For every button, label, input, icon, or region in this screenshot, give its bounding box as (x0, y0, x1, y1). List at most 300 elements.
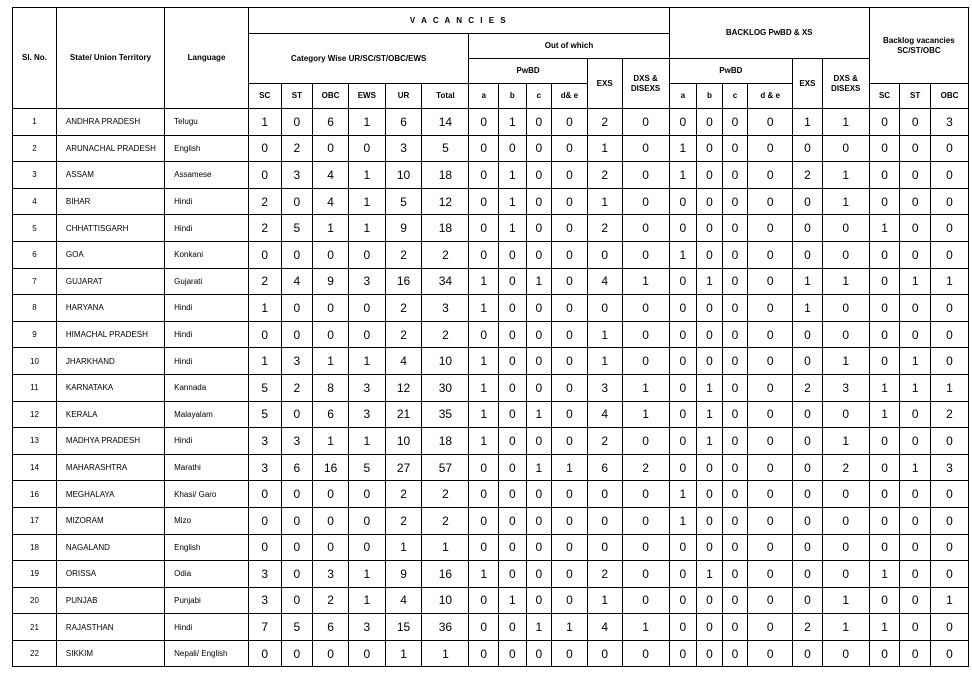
value-cell: 0 (869, 348, 900, 375)
state-cell: KERALA (56, 401, 164, 428)
value-cell: 0 (697, 534, 723, 561)
table-row (13, 401, 969, 428)
value-cell: 0 (722, 374, 748, 401)
value-cell: 0 (469, 109, 499, 136)
state-cell: NAGALAND (56, 534, 164, 561)
value-cell: 3 (248, 454, 281, 481)
state-header: State/ Union Territory (56, 8, 164, 109)
value-cell: 0 (748, 587, 793, 614)
value-cell: 1 (348, 162, 385, 189)
value-cell: 2 (587, 428, 622, 455)
value-cell: 6 (385, 109, 422, 136)
value-cell: 1 (587, 587, 622, 614)
col-backlog-c-header: c (722, 84, 748, 109)
value-cell: 0 (348, 534, 385, 561)
table-row (13, 640, 969, 667)
value-cell: 9 (313, 268, 349, 295)
value-cell: 0 (900, 401, 931, 428)
value-cell: 2 (930, 401, 968, 428)
value-cell: 1 (622, 401, 669, 428)
value-cell: 0 (552, 374, 588, 401)
value-cell: 1 (900, 454, 931, 481)
state-cell: ASSAM (56, 162, 164, 189)
value-cell: 0 (248, 321, 281, 348)
value-cell: 0 (669, 348, 697, 375)
value-cell: 1 (499, 162, 527, 189)
value-cell: 0 (869, 295, 900, 322)
value-cell: 0 (930, 561, 968, 588)
value-cell: 2 (793, 614, 823, 641)
value-cell: 0 (793, 481, 823, 508)
value-cell: 1 (900, 348, 931, 375)
value-cell: 0 (748, 454, 793, 481)
pwbd-header: PwBD (469, 59, 587, 84)
value-cell: 0 (748, 561, 793, 588)
value-cell: 0 (748, 614, 793, 641)
value-cell: 0 (722, 135, 748, 162)
value-cell: 0 (669, 640, 697, 667)
value-cell: 0 (552, 109, 588, 136)
value-cell: 3 (248, 587, 281, 614)
value-cell: 1 (822, 268, 869, 295)
value-cell: 0 (722, 454, 748, 481)
value-cell: 18 (422, 428, 469, 455)
value-cell: 1 (248, 109, 281, 136)
sl-no-header: Sl. No. (13, 8, 57, 109)
col-backlog-sc-header: SC (869, 84, 900, 109)
value-cell: 0 (669, 428, 697, 455)
value-cell: 1 (869, 374, 900, 401)
language-cell: Hindi (165, 348, 249, 375)
language-cell: Hindi (165, 428, 249, 455)
value-cell: 1 (622, 268, 669, 295)
value-cell: 0 (722, 640, 748, 667)
value-cell: 0 (622, 162, 669, 189)
value-cell: 0 (587, 295, 622, 322)
backlog-pwbd-xs-header: BACKLOG PwBD & XS (669, 8, 869, 59)
state-cell: SIKKIM (56, 640, 164, 667)
value-cell: 0 (697, 454, 723, 481)
sl-no-cell: 20 (13, 587, 57, 614)
value-cell: 3 (385, 135, 422, 162)
value-cell: 0 (697, 321, 723, 348)
value-cell: 0 (313, 481, 349, 508)
value-cell: 10 (385, 428, 422, 455)
value-cell: 1 (697, 268, 723, 295)
table-row (13, 481, 969, 508)
value-cell: 0 (793, 348, 823, 375)
value-cell: 0 (669, 295, 697, 322)
value-cell: 0 (822, 215, 869, 242)
value-cell: 7 (248, 614, 281, 641)
table-row (13, 561, 969, 588)
value-cell: 0 (722, 507, 748, 534)
value-cell: 4 (313, 162, 349, 189)
value-cell: 0 (499, 348, 527, 375)
value-cell: 0 (552, 321, 588, 348)
value-cell: 1 (469, 295, 499, 322)
sl-no-cell: 12 (13, 401, 57, 428)
value-cell: 1 (869, 561, 900, 588)
value-cell: 0 (622, 640, 669, 667)
value-cell: 0 (499, 614, 527, 641)
value-cell: 0 (722, 348, 748, 375)
value-cell: 1 (869, 215, 900, 242)
backlog-exs-header: EXS (793, 59, 823, 109)
value-cell: 0 (900, 534, 931, 561)
vacancy-table-container (12, 7, 969, 667)
value-cell: 0 (248, 135, 281, 162)
sl-no-cell: 4 (13, 188, 57, 215)
col-ews-header: EWS (348, 84, 385, 109)
value-cell: 0 (748, 162, 793, 189)
language-cell: Nepali/ English (165, 640, 249, 667)
state-cell: RAJASTHAN (56, 614, 164, 641)
sl-no-cell: 9 (13, 321, 57, 348)
value-cell: 0 (552, 640, 588, 667)
language-cell: Punjabi (165, 587, 249, 614)
value-cell: 0 (281, 507, 313, 534)
value-cell: 0 (622, 428, 669, 455)
out-of-which-header: Out of which (469, 34, 669, 59)
value-cell: 1 (697, 401, 723, 428)
value-cell: 3 (348, 374, 385, 401)
value-cell: 0 (748, 188, 793, 215)
sl-no-cell: 10 (13, 348, 57, 375)
value-cell: 0 (722, 215, 748, 242)
value-cell: 0 (622, 348, 669, 375)
value-cell: 0 (793, 561, 823, 588)
col-backlog-de-header: d & e (748, 84, 793, 109)
value-cell: 6 (313, 109, 349, 136)
value-cell: 57 (422, 454, 469, 481)
language-cell: Assamese (165, 162, 249, 189)
value-cell: 0 (248, 640, 281, 667)
value-cell: 0 (748, 241, 793, 268)
table-row (13, 241, 969, 268)
value-cell: 0 (248, 162, 281, 189)
value-cell: 0 (930, 507, 968, 534)
state-cell: JHARKHAND (56, 348, 164, 375)
value-cell: 1 (869, 401, 900, 428)
value-cell: 0 (900, 614, 931, 641)
value-cell: 0 (900, 561, 931, 588)
value-cell: 0 (669, 454, 697, 481)
value-cell: 0 (469, 321, 499, 348)
value-cell: 4 (385, 587, 422, 614)
value-cell: 0 (697, 507, 723, 534)
language-cell: Mizo (165, 507, 249, 534)
value-cell: 0 (499, 561, 527, 588)
table-row (13, 614, 969, 641)
value-cell: 0 (669, 534, 697, 561)
value-cell: 2 (248, 215, 281, 242)
value-cell: 0 (722, 428, 748, 455)
value-cell: 3 (248, 428, 281, 455)
table-row (13, 534, 969, 561)
col-pwbd-de-header: d& e (552, 84, 588, 109)
value-cell: 0 (348, 241, 385, 268)
language-cell: Marathi (165, 454, 249, 481)
value-cell: 0 (552, 401, 588, 428)
value-cell: 0 (622, 295, 669, 322)
value-cell: 0 (248, 534, 281, 561)
value-cell: 0 (313, 135, 349, 162)
value-cell: 0 (722, 241, 748, 268)
value-cell: 0 (469, 614, 499, 641)
value-cell: 0 (869, 587, 900, 614)
value-cell: 0 (552, 268, 588, 295)
value-cell: 0 (499, 640, 527, 667)
value-cell: 1 (469, 374, 499, 401)
value-cell: 0 (697, 614, 723, 641)
value-cell: 0 (869, 135, 900, 162)
value-cell: 3 (348, 614, 385, 641)
value-cell: 0 (526, 321, 552, 348)
value-cell: 0 (622, 534, 669, 561)
value-cell: 1 (697, 561, 723, 588)
value-cell: 0 (499, 374, 527, 401)
value-cell: 0 (697, 295, 723, 322)
value-cell: 0 (526, 587, 552, 614)
value-cell: 0 (930, 640, 968, 667)
value-cell: 0 (622, 507, 669, 534)
value-cell: 0 (748, 109, 793, 136)
value-cell: 0 (499, 135, 527, 162)
table-row (13, 109, 969, 136)
value-cell: 34 (422, 268, 469, 295)
value-cell: 9 (385, 215, 422, 242)
value-cell: 1 (587, 348, 622, 375)
value-cell: 0 (722, 481, 748, 508)
language-cell: Odia (165, 561, 249, 588)
value-cell: 0 (900, 215, 931, 242)
value-cell: 1 (822, 614, 869, 641)
value-cell: 0 (748, 268, 793, 295)
value-cell: 0 (793, 241, 823, 268)
value-cell: 0 (526, 428, 552, 455)
value-cell: 0 (793, 188, 823, 215)
value-cell: 3 (587, 374, 622, 401)
value-cell: 0 (748, 401, 793, 428)
value-cell: 0 (622, 135, 669, 162)
value-cell: 2 (587, 162, 622, 189)
value-cell: 2 (793, 162, 823, 189)
col-backlog-b-header: b (697, 84, 723, 109)
value-cell: 1 (469, 428, 499, 455)
value-cell: 0 (669, 268, 697, 295)
value-cell: 0 (900, 135, 931, 162)
value-cell: 1 (469, 401, 499, 428)
value-cell: 8 (313, 374, 349, 401)
value-cell: 4 (587, 401, 622, 428)
value-cell: 0 (669, 215, 697, 242)
table-body (13, 109, 969, 667)
value-cell: 0 (499, 454, 527, 481)
language-cell: Khasi/ Garo (165, 481, 249, 508)
value-cell: 0 (748, 374, 793, 401)
value-cell: 2 (622, 454, 669, 481)
value-cell: 14 (422, 109, 469, 136)
sl-no-cell: 3 (13, 162, 57, 189)
value-cell: 0 (348, 135, 385, 162)
col-sc-header: SC (248, 84, 281, 109)
value-cell: 0 (900, 587, 931, 614)
value-cell: 2 (248, 268, 281, 295)
value-cell: 0 (622, 241, 669, 268)
value-cell: 0 (281, 587, 313, 614)
value-cell: 0 (930, 481, 968, 508)
value-cell: 5 (281, 614, 313, 641)
value-cell: 5 (248, 374, 281, 401)
value-cell: 0 (669, 401, 697, 428)
value-cell: 1 (822, 587, 869, 614)
value-cell: 0 (469, 241, 499, 268)
sl-no-cell: 7 (13, 268, 57, 295)
value-cell: 2 (313, 587, 349, 614)
value-cell: 3 (281, 162, 313, 189)
value-cell: 0 (552, 348, 588, 375)
value-cell: 0 (869, 454, 900, 481)
table-row (13, 348, 969, 375)
table-row (13, 374, 969, 401)
value-cell: 6 (313, 614, 349, 641)
value-cell: 0 (722, 295, 748, 322)
value-cell: 0 (348, 507, 385, 534)
value-cell: 0 (622, 481, 669, 508)
value-cell: 0 (722, 614, 748, 641)
value-cell: 1 (587, 321, 622, 348)
value-cell: 1 (313, 215, 349, 242)
value-cell: 0 (930, 241, 968, 268)
value-cell: 1 (348, 587, 385, 614)
value-cell: 0 (900, 428, 931, 455)
value-cell: 0 (669, 587, 697, 614)
value-cell: 0 (869, 507, 900, 534)
value-cell: 1 (422, 534, 469, 561)
value-cell: 0 (748, 507, 793, 534)
state-cell: ORISSA (56, 561, 164, 588)
value-cell: 1 (793, 109, 823, 136)
value-cell: 0 (552, 162, 588, 189)
value-cell: 0 (281, 481, 313, 508)
value-cell: 0 (281, 109, 313, 136)
value-cell: 5 (281, 215, 313, 242)
value-cell: 0 (793, 428, 823, 455)
value-cell: 1 (348, 428, 385, 455)
value-cell: 0 (869, 481, 900, 508)
sl-no-cell: 14 (13, 454, 57, 481)
col-backlog-a-header: a (669, 84, 697, 109)
value-cell: 0 (313, 241, 349, 268)
value-cell: 0 (669, 321, 697, 348)
value-cell: 0 (552, 507, 588, 534)
value-cell: 0 (930, 321, 968, 348)
value-cell: 3 (313, 561, 349, 588)
value-cell: 2 (793, 374, 823, 401)
value-cell: 0 (313, 534, 349, 561)
value-cell: 0 (469, 188, 499, 215)
value-cell: 0 (722, 321, 748, 348)
state-cell: ANDHRA PRADESH (56, 109, 164, 136)
value-cell: 1 (669, 507, 697, 534)
value-cell: 1 (587, 135, 622, 162)
table-row (13, 428, 969, 455)
value-cell: 36 (422, 614, 469, 641)
value-cell: 1 (822, 109, 869, 136)
col-st-header: ST (281, 84, 313, 109)
sl-no-cell: 21 (13, 614, 57, 641)
value-cell: 0 (869, 268, 900, 295)
value-cell: 0 (930, 348, 968, 375)
value-cell: 0 (499, 507, 527, 534)
language-cell: English (165, 534, 249, 561)
value-cell: 0 (900, 188, 931, 215)
value-cell: 0 (793, 454, 823, 481)
value-cell: 1 (526, 454, 552, 481)
value-cell: 0 (669, 561, 697, 588)
value-cell: 3 (348, 401, 385, 428)
value-cell: 0 (622, 109, 669, 136)
value-cell: 0 (313, 321, 349, 348)
value-cell: 0 (313, 295, 349, 322)
value-cell: 0 (748, 295, 793, 322)
value-cell: 0 (552, 428, 588, 455)
value-cell: 0 (526, 241, 552, 268)
language-cell: Malayalam (165, 401, 249, 428)
value-cell: 16 (313, 454, 349, 481)
value-cell: 12 (422, 188, 469, 215)
value-cell: 0 (748, 640, 793, 667)
value-cell: 0 (622, 587, 669, 614)
value-cell: 0 (552, 561, 588, 588)
value-cell: 1 (622, 374, 669, 401)
value-cell: 2 (587, 215, 622, 242)
value-cell: 1 (469, 561, 499, 588)
state-cell: ARUNACHAL PRADESH (56, 135, 164, 162)
value-cell: 0 (722, 534, 748, 561)
value-cell: 1 (930, 374, 968, 401)
value-cell: 0 (526, 109, 552, 136)
value-cell: 0 (469, 135, 499, 162)
value-cell: 1 (669, 241, 697, 268)
value-cell: 10 (385, 162, 422, 189)
value-cell: 0 (281, 561, 313, 588)
value-cell: 0 (587, 534, 622, 561)
exs-header: EXS (587, 59, 622, 109)
value-cell: 2 (587, 561, 622, 588)
value-cell: 0 (748, 428, 793, 455)
table-row (13, 135, 969, 162)
value-cell: 0 (697, 587, 723, 614)
value-cell: 0 (793, 215, 823, 242)
value-cell: 1 (697, 428, 723, 455)
value-cell: 0 (822, 534, 869, 561)
value-cell: 16 (422, 561, 469, 588)
value-cell: 0 (622, 215, 669, 242)
value-cell: 0 (526, 162, 552, 189)
col-obc-header: OBC (313, 84, 349, 109)
value-cell: 0 (552, 295, 588, 322)
value-cell: 0 (552, 587, 588, 614)
value-cell: 0 (900, 640, 931, 667)
value-cell: 1 (469, 268, 499, 295)
value-cell: 1 (422, 640, 469, 667)
value-cell: 1 (348, 109, 385, 136)
col-pwbd-c-header: c (526, 84, 552, 109)
value-cell: 0 (526, 534, 552, 561)
language-cell: Gujarati (165, 268, 249, 295)
